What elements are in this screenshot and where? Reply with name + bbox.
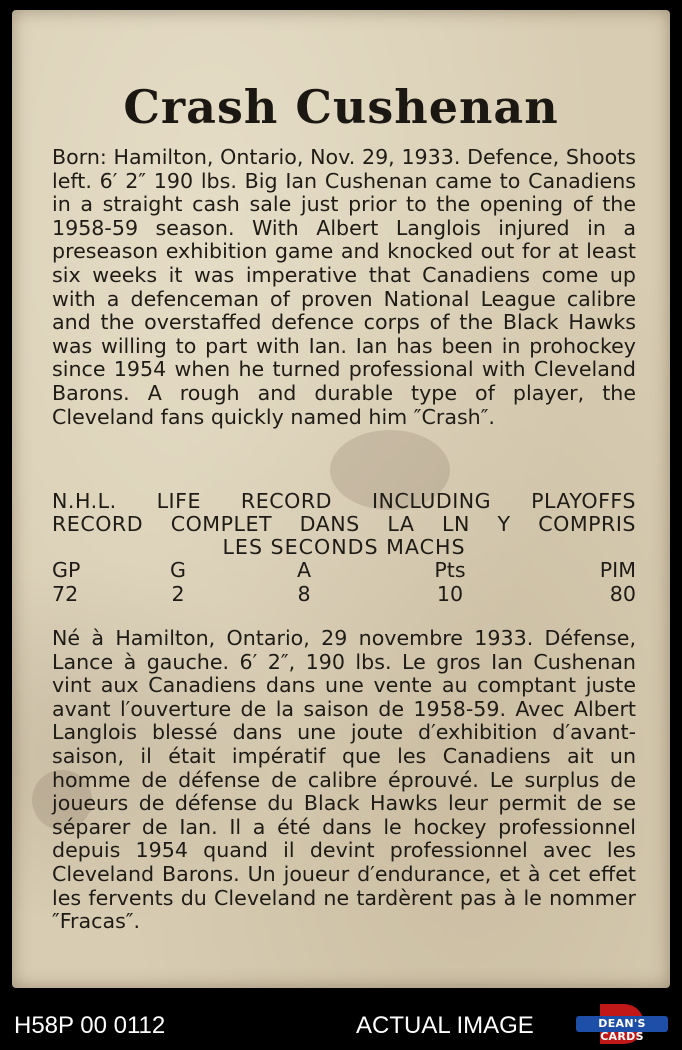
stats-value-row	[52, 583, 636, 607]
stats-header-row	[52, 559, 636, 583]
player-name: Crash Cushenan	[123, 80, 559, 134]
record-heading-french: RECORD COMPLET DANS LA LN Y COMPRIS	[52, 512, 636, 536]
record-heading-french-2: LES SECONDS MACHS	[222, 535, 466, 559]
stat-header-g: G	[170, 558, 186, 582]
stat-value-pim: 80	[609, 581, 636, 606]
stat-header-pts: Pts	[434, 558, 466, 582]
bio-french: Né à Hamilton, Ontario, 29 novembre 1933. Défense, Lance à gauche. 6′ 2″, 190 lbs. Le gros Ian Cushenan vint aux Canadiens dans une vente au comptant juste avant l′ouverture de la saison de 1958-59. Avec Albert Langlois blessé dans une joute d′exhibition d′avant-saison, il était impératif que les Canadiens ait un homme de défense de calibre éprouvé. Le surplus de joueurs de défense du Black Hawks leur permit de se séparer de Ian. Il a été dans le hockey professionnel depuis 1954 quand il devint professionnel avec les Cleveland Barons. Un joueur d′endurance, et à cet effet les fervents du Cleveland ne tardèrent pas à le nommer ″Fracas″.	[52, 626, 636, 934]
deans-cards-logo	[576, 1004, 668, 1044]
stat-header-gp: GP	[52, 558, 81, 582]
stat-value-gp: 72	[52, 581, 79, 606]
logo-text: DEAN'S CARDS	[598, 1017, 646, 1043]
stat-value-pts: 10	[436, 581, 464, 606]
bio-english: Born: Hamilton, Ontario, Nov. 29, 1933. Defence, Shoots left. 6′ 2″ 190 lbs. Big Ian Cushenan came to Canadiens in a straight cash sale just prior to the opening of the 1958-59 season. With Albert Langlois injured in a preseason exhibition game and knocked out for at least six weeks it was imperative that Canadiens come up with a defenceman of proven National League calibre and the overstaffed defence corps of the Black Hawks was willing to part with Ian. Ian has been in prohockey since 1954 when he turned professional with Cleveland Barons. A rough and durable type of player, the Cleveland fans quickly named him ″Crash″.	[52, 145, 636, 429]
stat-header-a: A	[296, 558, 312, 582]
footer-bar	[0, 990, 682, 1050]
cert-number: H58P 00 0112	[14, 1012, 166, 1039]
actual-image-label: ACTUAL IMAGE	[356, 1012, 534, 1039]
record-heading-english: N.H.L. LIFE RECORD INCLUDING PLAYOFFS	[52, 489, 636, 513]
stat-value-a: 8	[297, 581, 311, 606]
stats-table	[52, 559, 636, 606]
trading-card-back	[12, 10, 670, 988]
stat-value-g: 2	[171, 581, 185, 606]
stat-header-pim: PIM	[599, 558, 636, 582]
